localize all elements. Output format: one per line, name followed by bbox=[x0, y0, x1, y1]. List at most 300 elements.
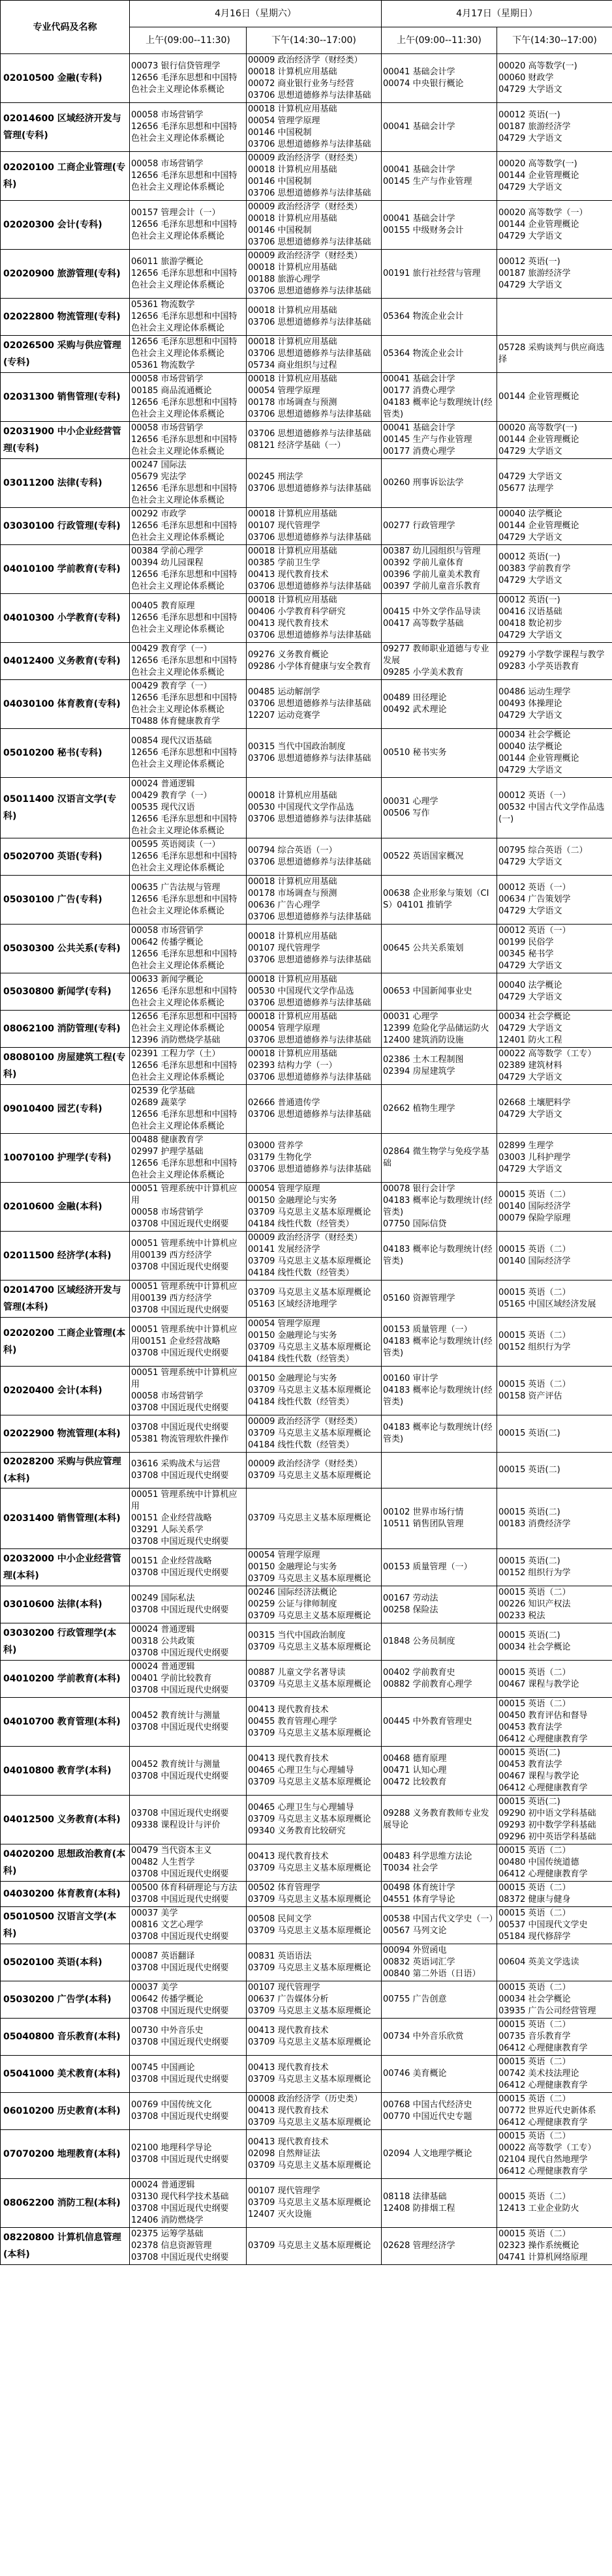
slot-cell-d1-am bbox=[130, 925, 247, 973]
table-row bbox=[1, 1623, 612, 1661]
course-item: 00107 现代管理学 bbox=[248, 521, 320, 531]
course-item: 00058 市场营销学 bbox=[131, 926, 204, 936]
slot-cell-d1-pm bbox=[247, 1048, 382, 1085]
course-item: 00058 市场营销学 bbox=[131, 110, 204, 120]
major-name: 02020300 会计(专科) bbox=[1, 201, 130, 250]
course-item: 04741 计算机网络原理 bbox=[498, 2253, 588, 2262]
course-item: 00012 英语（一） bbox=[498, 883, 571, 893]
slot-cell-d2-pm bbox=[497, 2019, 612, 2056]
course-item: 08121 经济学基础（一） bbox=[248, 441, 346, 451]
course-item: 03709 马克思主义基本原理概论 bbox=[248, 1926, 371, 1936]
slot-cell-d1-pm bbox=[247, 1661, 382, 1698]
slot-cell-d1-am bbox=[130, 1488, 247, 1549]
slot-cell-d2-am bbox=[382, 373, 497, 422]
course-item: 03706 思想道德修养与法律基础 bbox=[248, 318, 371, 327]
course-item: 12656 毛泽东思想和中国特色社会主义理论体系概论 bbox=[131, 269, 237, 290]
course-item: 00145 生产与作业管理 bbox=[383, 177, 472, 186]
slot-cell-d1-pm bbox=[247, 1134, 382, 1183]
course-item: 03708 中国近现代史纲要 bbox=[131, 1869, 229, 1879]
course-item: 00396 学前儿童美术教育 bbox=[383, 570, 481, 580]
course-item: 12656 毛泽东思想和中国特色社会主义理论体系概论 bbox=[131, 435, 237, 456]
slot-cell-d1-am bbox=[130, 373, 247, 422]
slot-cell-d2-pm bbox=[497, 1011, 612, 1048]
major-name: 03030100 行政管理(专科) bbox=[1, 508, 130, 545]
course-item: 00074 中央银行概论 bbox=[383, 79, 464, 89]
course-item: 03706 思想道德修养与法律基础 bbox=[248, 188, 371, 198]
course-item: 02391 工程力学（土） bbox=[131, 1049, 221, 1059]
course-item: 00015 英语（二） bbox=[498, 1908, 571, 1918]
course-item: 12656 毛泽东思想和中国特色社会主义理论体系概论 bbox=[131, 895, 237, 916]
course-item: 00054 管理学原理 bbox=[248, 1184, 320, 1194]
slot-cell-d2-pm bbox=[497, 643, 612, 680]
major-name: 02020100 工商企业管理(专科) bbox=[1, 152, 130, 201]
course-item: 03706 思想道德修养与法律基础 bbox=[248, 912, 371, 922]
course-item: 00455 教育管理心理学 bbox=[248, 1717, 337, 1726]
table-row bbox=[1, 250, 612, 299]
course-item: 00144 企业管理概论 bbox=[498, 392, 579, 402]
table-row bbox=[1, 1882, 612, 1907]
course-item: 05165 中国区域经济发展 bbox=[498, 1299, 596, 1309]
slot-cell-d2-pm bbox=[497, 152, 612, 201]
course-item: 09290 初中语文学科基础 bbox=[498, 1809, 596, 1818]
course-item: 00636 广告心理学 bbox=[248, 900, 320, 910]
course-item: 03709 马克思主义基本原理概论 bbox=[248, 2075, 371, 2084]
slot-cell-d2-am bbox=[382, 1907, 497, 1944]
course-item: 00453 教育法学 bbox=[498, 1723, 562, 1732]
course-item: 00246 国际经济法概论 bbox=[248, 1588, 337, 1597]
course-item: 00887 儿童文学名著导读 bbox=[248, 1668, 346, 1678]
table-row bbox=[1, 2093, 612, 2130]
course-item: 00040 法学概论 bbox=[498, 981, 562, 990]
slot-cell-d2-am bbox=[382, 1549, 497, 1586]
course-item: 00040 法学概论 bbox=[498, 742, 562, 752]
course-item: 00012 英语(一) bbox=[498, 552, 560, 562]
slot-cell-d2-am bbox=[382, 1661, 497, 1698]
course-item: 00012 英语（一） bbox=[498, 926, 571, 936]
course-item: 00772 世界近代史新体系 bbox=[498, 2106, 596, 2116]
course-item: 00018 计算机应用基础 bbox=[248, 104, 337, 114]
course-item: 00031 心理学 bbox=[383, 797, 438, 807]
course-item: 00387 幼儿园组织与管理 bbox=[383, 546, 481, 556]
table-row bbox=[1, 545, 612, 594]
slot-cell-d1-pm bbox=[247, 250, 382, 299]
course-item: 00015 英语（二） bbox=[498, 1883, 571, 1893]
course-item: 00769 中国传统文化 bbox=[131, 2100, 212, 2110]
course-item: 00634 广告策划学 bbox=[498, 895, 571, 904]
header-slot-d2-am: 上午(09:00--11:30) bbox=[382, 27, 497, 54]
slot-cell-d2-pm bbox=[497, 973, 612, 1011]
course-item: 00031 心理学 bbox=[383, 1012, 438, 1022]
table-row bbox=[1, 1549, 612, 1586]
slot-cell-d2-pm bbox=[497, 2093, 612, 2130]
table-row bbox=[1, 1488, 612, 1549]
course-item: 04183 概率论与数理统计(经管类) bbox=[383, 1385, 493, 1407]
table-row bbox=[1, 508, 612, 545]
slot-cell-d2-am bbox=[382, 2056, 497, 2093]
course-item: 03706 思想道德修养与法律基础 bbox=[248, 237, 371, 247]
course-item: 00037 美学 bbox=[131, 1983, 178, 1992]
major-name: 10070100 护理学(专科) bbox=[1, 1134, 130, 1183]
course-item: 00416 汉语基础 bbox=[498, 607, 562, 617]
course-item: 00015 英语(二) bbox=[498, 1556, 560, 1566]
course-item: 00078 银行会计学 bbox=[383, 1184, 455, 1194]
course-item: 00406 小学教育科学研究 bbox=[248, 607, 346, 617]
course-item: 06412 心理健康教育学 bbox=[498, 2118, 588, 2127]
slot-cell-d1-pm bbox=[247, 1453, 382, 1488]
table-row bbox=[1, 680, 612, 729]
course-item: 00730 中外音乐史 bbox=[131, 2026, 204, 2036]
course-item: 03709 马克思主义基本原理概论 bbox=[248, 2118, 371, 2127]
course-item: 00009 政治经济学（财经类） bbox=[248, 202, 363, 212]
course-item: 00018 计算机应用基础 bbox=[248, 306, 337, 316]
course-item: 00051 管理系统中计算机应用00151 企业经营战略 bbox=[131, 1325, 237, 1346]
course-item: 00051 管理系统中计算机应用00139 西方经济学 bbox=[131, 1282, 237, 1303]
course-item: 12656 毛泽东思想和中国特色社会主义理论体系概论 bbox=[131, 1159, 237, 1180]
course-item: 03709 马克思主义基本原理概论 bbox=[248, 1728, 371, 1738]
slot-cell-d2-am bbox=[382, 422, 497, 459]
course-item: 00015 英语(二) bbox=[498, 1748, 560, 1758]
course-item: 00413 现代教育技术 bbox=[248, 2137, 329, 2147]
course-item: 09338 课程设计与评价 bbox=[131, 1820, 221, 1830]
course-item: 03706 思想道德修养与法律基础 bbox=[248, 754, 371, 763]
slot-cell-d2-pm bbox=[497, 876, 612, 925]
slot-cell-d1-pm bbox=[247, 1882, 382, 1907]
course-item: 02393 结构力学（一） bbox=[248, 1061, 337, 1071]
slot-cell-d2-am bbox=[382, 925, 497, 973]
slot-cell-d2-pm bbox=[497, 1134, 612, 1183]
slot-cell-d1-pm bbox=[247, 422, 382, 459]
course-item: 03709 马克思主义基本原理概论 bbox=[248, 1895, 371, 1904]
course-item: 00058 市场营销学 bbox=[131, 374, 204, 384]
course-item: 00199 民俗学 bbox=[498, 938, 554, 947]
course-item: 12408 防排烟工程 bbox=[383, 2204, 455, 2213]
course-item: 00500 体育科研理论与方法 bbox=[131, 1883, 237, 1893]
course-item: 00034 社会学概论 bbox=[498, 1994, 571, 2004]
slot-cell-d1-am bbox=[130, 2056, 247, 2093]
course-item: 00187 旅游经济学 bbox=[498, 122, 571, 132]
course-item: 12656 毛泽东思想和中国特色社会主义理论体系概论 bbox=[131, 986, 237, 1008]
course-item: 00012 英语(一) bbox=[498, 110, 560, 120]
course-item: 12401 防火工程 bbox=[498, 1035, 562, 1045]
course-item: 03708 中国近现代史纲要 bbox=[131, 1648, 229, 1658]
course-item: 03709 马克思主义基本原理概论 bbox=[248, 1814, 371, 1824]
course-item: 00020 高等数学（一） bbox=[498, 208, 588, 218]
table-row bbox=[1, 1415, 612, 1453]
course-item: 03706 思想道德修养与法律基础 bbox=[248, 409, 371, 419]
slot-cell-d1-pm bbox=[247, 838, 382, 876]
course-item: 00020 高等数学(一) bbox=[498, 423, 577, 433]
course-item: 12656 毛泽东思想和中国特色社会主义理论体系概论 bbox=[131, 851, 237, 873]
slot-cell-d2-am bbox=[382, 729, 497, 778]
table-row bbox=[1, 459, 612, 508]
course-item: 03708 中国近现代史纲要 bbox=[131, 1471, 229, 1481]
major-name: 04020200 思想政治教育(本科) bbox=[1, 1844, 130, 1882]
course-item: 00054 管理学原理 bbox=[248, 1024, 320, 1033]
course-item: 02094 人文地理学概论 bbox=[383, 2149, 472, 2159]
course-item: 03709 马克思主义基本原理概论 bbox=[248, 1513, 371, 1523]
course-item: 09296 初中英语学科基础 bbox=[498, 1832, 596, 1842]
course-item: 12656 毛泽东思想和中国特色社会主义理论体系概论 bbox=[131, 613, 237, 634]
course-item: 00770 中国近代史专题 bbox=[383, 2112, 472, 2122]
course-item: 00058 市场营销学 bbox=[131, 1391, 204, 1401]
course-item: 00413 现代教育技术 bbox=[248, 1705, 329, 1715]
table-row bbox=[1, 973, 612, 1011]
slot-cell-d1-am bbox=[130, 1011, 247, 1048]
course-item: 03709 马克思主义基本原理概论 bbox=[248, 1207, 371, 1217]
course-item: 03706 思想道德修养与法律基础 bbox=[248, 857, 371, 867]
header-date-1: 4月16日（星期六） bbox=[130, 1, 382, 27]
course-item: 04729 大学语文 bbox=[498, 711, 562, 720]
course-item: 00160 审计学 bbox=[383, 1374, 438, 1384]
course-item: 04183 概率论与数理统计(经管类) bbox=[383, 1245, 493, 1266]
table-row bbox=[1, 2019, 612, 2056]
major-name: 04012400 义务教育(专科) bbox=[1, 643, 130, 680]
slot-cell-d1-pm bbox=[247, 778, 382, 838]
major-name: 08062100 消防管理(专科) bbox=[1, 1011, 130, 1048]
course-item: 00034 社会学概论 bbox=[498, 730, 571, 740]
course-item: 02539 化学基础 bbox=[131, 1086, 195, 1096]
course-item: 04729 大学语文 bbox=[498, 576, 562, 585]
course-item: 04729 大学语文 bbox=[498, 85, 562, 95]
table-row bbox=[1, 838, 612, 876]
course-item: 00468 德育原理 bbox=[383, 1754, 447, 1764]
course-item: 02378 信息资源管理 bbox=[131, 2241, 212, 2251]
course-item: 03709 马克思主义基本原理概论 bbox=[248, 2037, 371, 2047]
course-item: 03708 中国近现代史纲要 bbox=[131, 1771, 229, 1781]
slot-cell-d2-pm bbox=[497, 1944, 612, 1981]
course-item: 00530 中国现代文学作品选 bbox=[248, 803, 354, 812]
course-item: 04729 大学语文 bbox=[498, 134, 562, 143]
course-item: 00015 英语（二） bbox=[498, 1288, 571, 1297]
course-item: 03291 人际关系学 bbox=[131, 1525, 204, 1535]
course-item: 00384 学前心理学 bbox=[131, 546, 204, 556]
slot-cell-d2-am bbox=[382, 1367, 497, 1415]
table-row bbox=[1, 1048, 612, 1085]
slot-cell-d1-am bbox=[130, 2179, 247, 2228]
course-item: 06412 心理健康教育学 bbox=[498, 2080, 588, 2090]
slot-cell-d1-am bbox=[130, 1907, 247, 1944]
slot-cell-d1-am bbox=[130, 250, 247, 299]
course-item: 05361 物流数学 bbox=[131, 361, 195, 370]
course-item: 00144 企业管理概论 bbox=[498, 754, 579, 763]
course-item: 00058 市场营销学 bbox=[131, 1207, 204, 1217]
course-item: 05734 商业组织与过程 bbox=[248, 361, 337, 370]
major-name: 02032000 中小企业经营管理(本科) bbox=[1, 1549, 130, 1586]
table-row bbox=[1, 54, 612, 103]
course-item: 04729 大学语文 bbox=[498, 1024, 562, 1033]
course-item: 00058 市场营销学 bbox=[131, 159, 204, 169]
course-item: 04183 概率论与数理统计(经管类) bbox=[383, 1196, 493, 1217]
course-item: 00015 英语(二) bbox=[498, 1631, 560, 1640]
slot-cell-d2-pm bbox=[497, 373, 612, 422]
slot-cell-d1-am bbox=[130, 1183, 247, 1232]
major-name: 04010800 教育学(本科) bbox=[1, 1747, 130, 1796]
course-item: 00538 中国古代文学史（一） bbox=[383, 1914, 498, 1924]
course-item: 00831 英语语法 bbox=[248, 1951, 312, 1961]
course-item: 00745 中国画论 bbox=[131, 2063, 195, 2073]
course-item: 03709 马克思主义基本原理概论 bbox=[248, 1256, 371, 1266]
course-item: 00795 综合英语（二） bbox=[498, 846, 588, 855]
course-item: 04183 概率论与数理统计(经管类) bbox=[383, 1337, 493, 1358]
course-item: 00022 高等数学（工专） bbox=[498, 1049, 596, 1059]
course-item: 00882 学前教育心理学 bbox=[383, 1680, 472, 1689]
course-item: 00604 英美文学选读 bbox=[498, 1957, 579, 1967]
course-item: 00015 英语(二) bbox=[498, 1507, 560, 1517]
course-item: 00178 市场调查与预测 bbox=[248, 889, 337, 898]
slot-cell-d1-pm bbox=[247, 680, 382, 729]
course-item: 03706 思想道德修养与法律基础 bbox=[248, 1035, 371, 1045]
course-item: 00277 行政管理学 bbox=[383, 521, 455, 531]
major-name: 02011500 经济学(本科) bbox=[1, 1232, 130, 1281]
course-item: 00735 音乐教育学 bbox=[498, 2032, 571, 2041]
course-item: 06011 旅游学概论 bbox=[131, 257, 204, 267]
course-item: 00018 计算机应用基础 bbox=[248, 1049, 337, 1059]
course-item: 03708 中国近现代史纲要 bbox=[131, 1219, 229, 1229]
table-row bbox=[1, 876, 612, 925]
course-item: 00015 英语（二） bbox=[498, 2229, 571, 2239]
course-item: 04729 大学语文 bbox=[498, 183, 562, 192]
slot-cell-d1-pm bbox=[247, 201, 382, 250]
course-item: 00537 中国现代文学史 bbox=[498, 1920, 588, 1930]
slot-cell-d1-pm bbox=[247, 1981, 382, 2019]
slot-cell-d1-pm bbox=[247, 643, 382, 680]
table-row bbox=[1, 1134, 612, 1183]
course-item: 12656 毛泽东思想和中国特色社会主义理论体系概论 bbox=[131, 1012, 237, 1033]
slot-cell-d2-am bbox=[382, 2019, 497, 2056]
course-item: 00015 英语（二） bbox=[498, 2131, 571, 2141]
slot-cell-d2-am bbox=[382, 201, 497, 250]
course-item: 06412 心理健康教育学 bbox=[498, 2167, 588, 2176]
course-item: 12656 毛泽东思想和中国特色社会主义理论体系概论 bbox=[131, 1110, 237, 1131]
slot-cell-d1-am bbox=[130, 680, 247, 729]
course-item: 00151 企业经营战略 bbox=[131, 1513, 212, 1523]
course-item: 04184 线性代数（经管类） bbox=[248, 1219, 354, 1229]
course-item: 09340 义务教育比较研究 bbox=[248, 1826, 346, 1836]
slot-cell-d2-am bbox=[382, 778, 497, 838]
course-item: 12656 毛泽东思想和中国特色社会主义理论体系概论 bbox=[131, 693, 237, 715]
course-item: 00402 学前教育史 bbox=[383, 1668, 455, 1678]
table-row bbox=[1, 729, 612, 778]
course-item: 02668 土壤肥料学 bbox=[498, 1098, 571, 1108]
course-item: 03709 马克思主义基本原理概论 bbox=[248, 2198, 371, 2208]
major-name: 05040800 音乐教育(本科) bbox=[1, 2019, 130, 2056]
course-item: 00018 计算机应用基础 bbox=[248, 374, 337, 384]
course-item: 02098 自然辩证法 bbox=[248, 2149, 320, 2159]
course-item: 02389 建筑材料 bbox=[498, 1061, 562, 1071]
slot-cell-d1-am bbox=[130, 1661, 247, 1698]
course-item: 02375 运筹学基础 bbox=[131, 2229, 204, 2239]
slot-cell-d2-pm bbox=[497, 201, 612, 250]
slot-cell-d1-pm bbox=[247, 459, 382, 508]
course-item: 00226 知识产权法 bbox=[498, 1599, 571, 1609]
slot-cell-d1-am bbox=[130, 594, 247, 643]
course-item: 00482 人生哲学 bbox=[131, 1858, 195, 1867]
slot-cell-d1-am bbox=[130, 1453, 247, 1488]
course-item: T0488 体育健康教育学 bbox=[131, 717, 221, 726]
table-body bbox=[1, 54, 612, 2265]
course-item: 03708 中国近现代史纲要 bbox=[131, 1568, 229, 1578]
major-name: 02022900 物流管理(本科) bbox=[1, 1415, 130, 1453]
table-row bbox=[1, 1232, 612, 1281]
course-item: 03706 思想道德修养与法律基础 bbox=[248, 699, 371, 709]
course-item: 03708 中国近现代史纲要 bbox=[131, 1305, 229, 1315]
course-item: 00015 英语（二） bbox=[498, 1846, 571, 1856]
slot-cell-d2-am bbox=[382, 1488, 497, 1549]
slot-cell-d2-am bbox=[382, 152, 497, 201]
course-item: 00183 消费经济学 bbox=[498, 1519, 571, 1529]
slot-cell-d1-pm bbox=[247, 299, 382, 336]
course-item: 03706 思想道德修养与法律基础 bbox=[248, 1073, 371, 1082]
course-item: 03708 中国近现代史纲要 bbox=[131, 1605, 229, 1615]
slot-cell-d1-pm bbox=[247, 1907, 382, 1944]
major-name: 02010500 金融(专科) bbox=[1, 54, 130, 103]
major-name: 04010700 教育管理(本科) bbox=[1, 1698, 130, 1747]
slot-cell-d2-pm bbox=[497, 2130, 612, 2179]
course-item: 07750 国际信贷 bbox=[383, 1219, 447, 1229]
course-item: 05184 现代修辞学 bbox=[498, 1932, 571, 1942]
course-item: 02394 房屋建筑学 bbox=[383, 1067, 455, 1076]
course-item: 12656 毛泽东思想和中国特色社会主义理论体系概论 bbox=[131, 171, 237, 192]
slot-cell-d2-pm bbox=[497, 1586, 612, 1623]
course-item: 00015 英语(二) bbox=[498, 1797, 560, 1807]
slot-cell-d1-pm bbox=[247, 2130, 382, 2179]
course-item: 12406 消防燃烧学 bbox=[131, 2215, 204, 2225]
course-item: 00041 基础会计学 bbox=[383, 165, 455, 175]
course-item: 00429 教育学（一） bbox=[131, 681, 212, 691]
course-item: 00315 当代中国政治制度 bbox=[248, 742, 346, 752]
course-item: 05163 区域经济地理学 bbox=[248, 1299, 337, 1309]
slot-cell-d1-am bbox=[130, 545, 247, 594]
course-item: 04729 大学语文 bbox=[498, 765, 562, 775]
slot-cell-d1-am bbox=[130, 1134, 247, 1183]
course-item: 03709 马克思主义基本原理概论 bbox=[248, 1471, 371, 1481]
major-name: 03011200 法律(专科) bbox=[1, 459, 130, 508]
slot-cell-d2-pm bbox=[497, 1453, 612, 1488]
course-item: 00413 现代教育技术 bbox=[248, 619, 329, 629]
slot-cell-d1-pm bbox=[247, 1011, 382, 1048]
course-item: 00483 科学思维方法论 bbox=[383, 1852, 472, 1861]
major-name: 02031400 销售管理(本科) bbox=[1, 1488, 130, 1549]
course-item: 03706 思想道德修养与法律基础 bbox=[248, 814, 371, 824]
course-item: 00854 现代汉语基础 bbox=[131, 736, 212, 746]
course-item: 00058 市场营销学 bbox=[131, 423, 204, 433]
slot-cell-d1-pm bbox=[247, 925, 382, 973]
course-item: 06412 心理健康教育学 bbox=[498, 1783, 588, 1793]
slot-cell-d2-am bbox=[382, 1586, 497, 1623]
course-item: 00492 武术理论 bbox=[383, 705, 447, 715]
slot-cell-d2-am bbox=[382, 299, 497, 336]
slot-cell-d2-am bbox=[382, 545, 497, 594]
course-item: 00152 组织行为学 bbox=[498, 1568, 571, 1578]
course-item: 09293 初中数学学科基础 bbox=[498, 1820, 596, 1830]
course-item: 00191 旅行社经营与管理 bbox=[383, 269, 481, 278]
course-item: 00009 政治经济学（财经类） bbox=[248, 55, 363, 65]
major-name: 04010200 学前教育(本科) bbox=[1, 1661, 130, 1698]
slot-cell-d1-pm bbox=[247, 594, 382, 643]
course-item: 00467 课程与教学论 bbox=[498, 1680, 579, 1689]
course-item: 00041 基础会计学 bbox=[383, 67, 455, 77]
course-item: 05728 采购谈判与供应商选择 bbox=[498, 343, 605, 364]
course-item: 04729 大学语文 bbox=[498, 280, 562, 290]
course-item: 04184 线性代数（经管类） bbox=[248, 1397, 354, 1407]
slot-cell-d1-pm bbox=[247, 373, 382, 422]
course-item: 00009 政治经济学（财经类） bbox=[248, 251, 363, 261]
major-name: 04030100 体育教育(专科) bbox=[1, 680, 130, 729]
course-item: 04183 概率论与数理统计(经管类) bbox=[383, 1423, 493, 1444]
course-item: 00020 高等数学(一) bbox=[498, 159, 577, 169]
slot-cell-d1-pm bbox=[247, 729, 382, 778]
slot-cell-d2-am bbox=[382, 1232, 497, 1281]
